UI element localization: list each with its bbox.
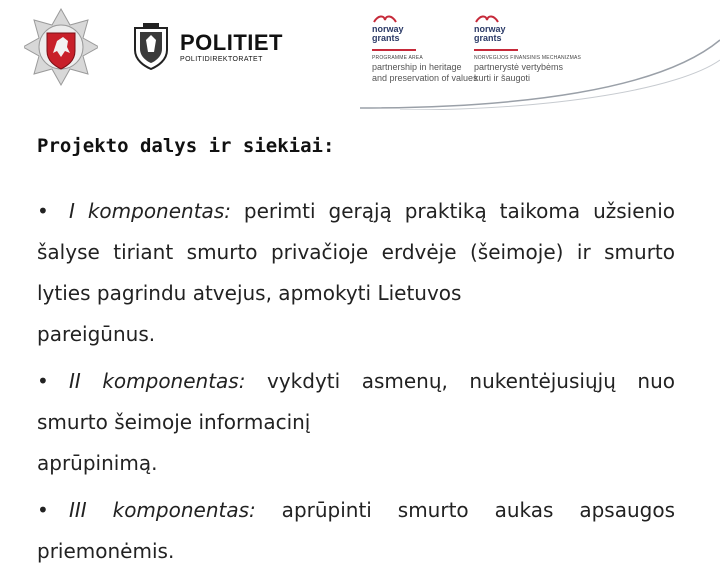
bullet-icon: • <box>37 369 49 393</box>
slide-content <box>37 134 675 572</box>
list-item-component-1 <box>37 191 675 355</box>
component-text: vykdyti asmenų, nukentėjusiųjų nuo smurto šeimoje informacinį <box>37 369 675 434</box>
norway-grants-name-1: norway <box>372 24 404 34</box>
header-swoosh-decoration <box>0 0 720 110</box>
component-label: I komponentas: <box>69 199 231 223</box>
politiet-subtitle: POLITIDIREKTORATET <box>180 56 263 63</box>
politiet-title: POLITIET <box>180 30 283 55</box>
lithuanian-police-star-logo <box>24 8 98 86</box>
component-text: aprūpinti smurto aukas apsaugos priemonėmis. <box>37 498 675 563</box>
grant-program-line-1: partnership in heritage <box>372 62 462 72</box>
component-text: perimti gerąją praktiką taikoma užsienio šalyse tiriant smurto privačioje erdvėje (šeimoje) ir smurto lyties pagrindu atvejus, apmokyti Lietuvos <box>37 199 676 305</box>
grant-divider <box>372 49 416 51</box>
grant-program-line-2: kurti ir šaugoti <box>474 73 531 83</box>
norway-grants-logo-2 <box>474 14 584 84</box>
norway-grants-mark-icon <box>474 14 500 24</box>
norway-grants-name-2: grants <box>474 33 502 43</box>
component-label: II komponentas: <box>69 369 246 393</box>
politiet-wordmark <box>180 32 283 63</box>
norway-grants-name-2: grants <box>372 33 400 43</box>
grant-program-line-1: partnerystė vertybėms <box>474 62 564 72</box>
grant-divider <box>474 49 518 51</box>
bullet-icon: • <box>37 199 49 223</box>
norway-grants-logo-1 <box>372 14 482 84</box>
component-label: III komponentas: <box>69 498 256 522</box>
page-title: Projekto dalys ir siekiai: <box>37 135 335 157</box>
norway-grants-name-1: norway <box>474 24 506 34</box>
list-item-component-2 <box>37 361 675 484</box>
component-text-end: pareigūnus. <box>37 322 156 346</box>
grant-program-caption: NORVEGIJOS FINANSINIS MECHANIZMAS <box>474 55 582 61</box>
grant-program-caption: PROGRAMME AREA <box>372 55 423 61</box>
bullet-icon: • <box>37 498 49 522</box>
list-item-component-3 <box>37 490 675 572</box>
norwegian-police-crest-logo <box>132 22 170 70</box>
grant-program-line-2: and preservation of values <box>372 73 478 83</box>
slide-header <box>0 0 720 110</box>
component-text-end: aprūpinimą. <box>37 451 158 475</box>
norway-grants-mark-icon <box>372 14 398 24</box>
